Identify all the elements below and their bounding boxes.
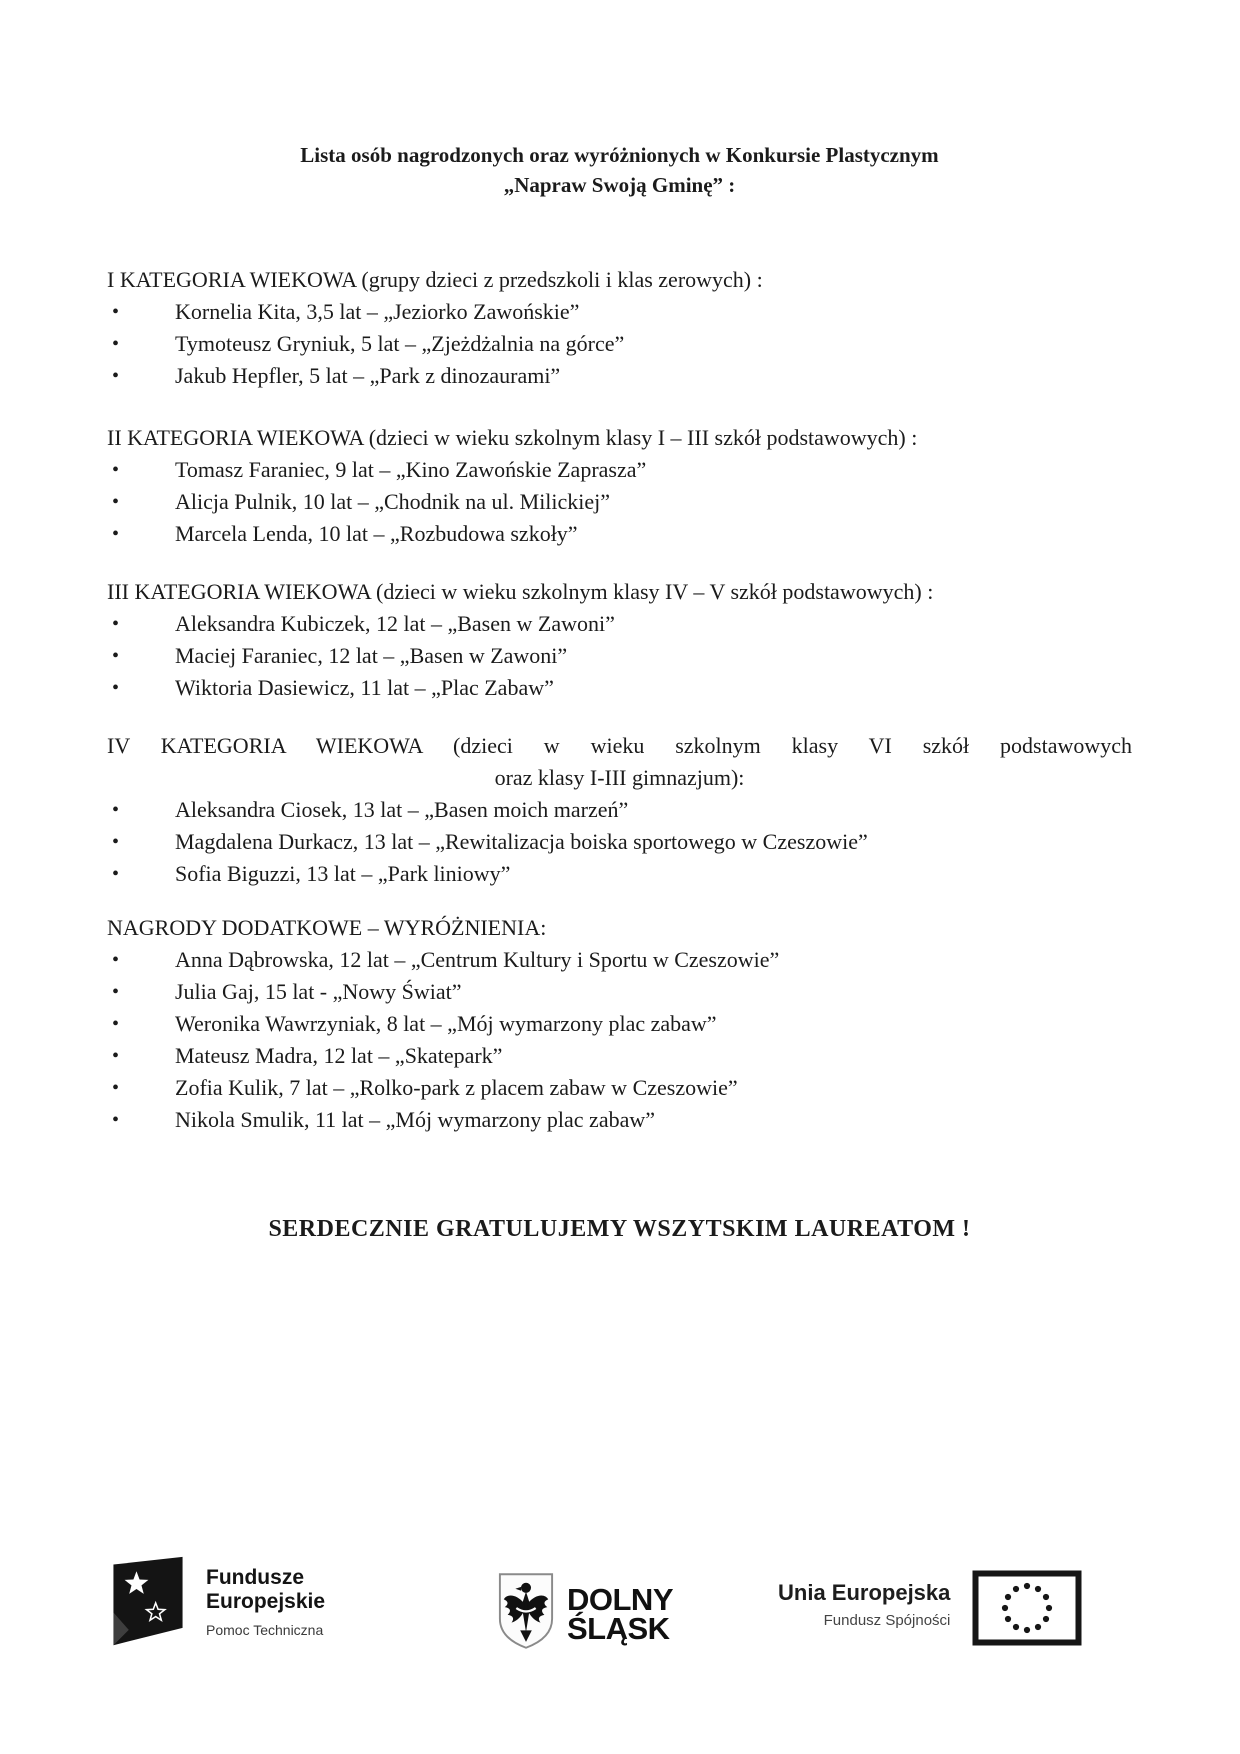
entry-text: Anna Dąbrowska, 12 lat – „Centrum Kultury i Sportu w Czeszowie” <box>175 947 780 972</box>
entry-text: Zofia Kulik, 7 lat – „Rolko-park z placem zabaw w Czeszowie” <box>175 1075 738 1100</box>
section-category-3 <box>107 576 1132 704</box>
dolny-slask-logo <box>497 1572 673 1655</box>
list-item <box>107 518 1132 550</box>
section-category-2 <box>107 422 1132 550</box>
european-union-text <box>778 1570 950 1629</box>
bullet-icon: • <box>112 301 120 323</box>
document-title <box>107 0 1132 200</box>
bullet-icon: • <box>112 459 120 481</box>
eu-funds-flag-icon <box>100 1554 196 1655</box>
eu-funds-logo <box>100 1554 325 1655</box>
dolny-slask-line-1: DOLNY <box>567 1581 673 1617</box>
dolny-slask-text <box>567 1581 673 1646</box>
list-item <box>107 672 1132 704</box>
special-mentions-heading: NAGRODY DODATKOWE – WYRÓŻNIENIA: <box>107 915 547 940</box>
european-union-line-2: Fundusz Spójności <box>823 1612 951 1629</box>
bullet-icon: • <box>112 863 120 885</box>
category-4-heading-line-2: oraz klasy I-III gimnazjum): <box>494 765 745 790</box>
list-item <box>107 454 1132 486</box>
section-special-mentions <box>107 912 1132 1136</box>
eu-funds-text <box>206 1554 325 1638</box>
bullet-icon: • <box>112 1109 120 1131</box>
category-4-list <box>107 794 1132 890</box>
list-item <box>107 944 1132 976</box>
silesian-eagle-icon <box>497 1572 555 1655</box>
entry-text: Magdalena Durkacz, 13 lat – „Rewitalizacja boiska sportowego w Czeszowie” <box>175 829 868 854</box>
title-line-2: „Napraw Swoją Gminę” : <box>503 173 736 197</box>
bullet-icon: • <box>112 613 120 635</box>
entry-text: Mateusz Madra, 12 lat – „Skatepark” <box>175 1043 503 1068</box>
eu-funds-line-1: Fundusze <box>206 1566 304 1589</box>
category-1-list <box>107 296 1132 392</box>
list-item <box>107 1072 1132 1104</box>
entry-text: Alicja Pulnik, 10 lat – „Chodnik na ul. Milickiej” <box>175 489 611 514</box>
list-item <box>107 858 1132 890</box>
bullet-icon: • <box>112 645 120 667</box>
bullet-icon: • <box>112 677 120 699</box>
category-2-heading: II KATEGORIA WIEKOWA (dzieci w wieku szkolnym klasy I – III szkół podstawowych) : <box>107 425 918 450</box>
list-item <box>107 608 1132 640</box>
title-line-1: Lista osób nagrodzonych oraz wyróżnionych w Konkursie Plastycznym <box>300 143 939 167</box>
dolny-slask-line-2: ŚLĄSK <box>567 1610 670 1646</box>
entry-text: Aleksandra Kubiczek, 12 lat – „Basen w Zawoni” <box>175 611 615 636</box>
entry-text: Tomasz Faraniec, 9 lat – „Kino Zawońskie Zaprasza” <box>175 457 647 482</box>
list-item <box>107 794 1132 826</box>
list-item <box>107 976 1132 1008</box>
eu-funds-subtitle: Pomoc Techniczna <box>206 1622 324 1638</box>
bullet-icon: • <box>112 333 120 355</box>
eu-flag-icon <box>972 1570 1082 1651</box>
bullet-icon: • <box>112 981 120 1003</box>
list-item <box>107 826 1132 858</box>
bullet-icon: • <box>112 491 120 513</box>
entry-text: Tymoteusz Gryniuk, 5 lat – „Zjeżdżalnia na górce” <box>175 331 625 356</box>
bullet-icon: • <box>112 365 120 387</box>
list-item <box>107 1008 1132 1040</box>
entry-text: Aleksandra Ciosek, 13 lat – „Basen moich marzeń” <box>175 797 629 822</box>
list-item <box>107 640 1132 672</box>
list-item <box>107 1104 1132 1136</box>
category-4-heading-line-1: IV KATEGORIA WIEKOWA (dzieci w wieku szkolnym klasy VI szkół podstawowych <box>107 733 1132 758</box>
entry-text: Julia Gaj, 15 lat - „Nowy Świat” <box>175 979 462 1004</box>
list-item <box>107 360 1132 392</box>
bullet-icon: • <box>112 831 120 853</box>
entry-text: Nikola Smulik, 11 lat – „Mój wymarzony plac zabaw” <box>175 1107 656 1132</box>
entry-text: Sofia Biguzzi, 13 lat – „Park liniowy” <box>175 861 511 886</box>
entry-text: Wiktoria Dasiewicz, 11 lat – „Plac Zabaw” <box>175 675 554 700</box>
closing-congratulations: SERDECZNIE GRATULUJEMY WSZYTSKIM LAUREATOM ! <box>268 1216 971 1242</box>
bullet-icon: • <box>112 799 120 821</box>
special-mentions-list <box>107 944 1132 1136</box>
document-page <box>107 0 1132 1243</box>
bullet-icon: • <box>112 1013 120 1035</box>
footer-logos <box>0 1548 1240 1668</box>
list-item <box>107 486 1132 518</box>
category-1-heading: I KATEGORIA WIEKOWA (grupy dzieci z przedszkoli i klas zerowych) : <box>107 267 763 292</box>
list-item <box>107 328 1132 360</box>
entry-text: Weronika Wawrzyniak, 8 lat – „Mój wymarzony plac zabaw” <box>175 1011 717 1036</box>
category-2-list <box>107 454 1132 550</box>
bullet-icon: • <box>112 1077 120 1099</box>
european-union-line-1: Unia Europejska <box>778 1580 951 1605</box>
list-item <box>107 296 1132 328</box>
entry-text: Marcela Lenda, 10 lat – „Rozbudowa szkoły” <box>175 521 578 546</box>
bullet-icon: • <box>112 523 120 545</box>
list-item <box>107 1040 1132 1072</box>
entry-text: Maciej Faraniec, 12 lat – „Basen w Zawoni” <box>175 643 568 668</box>
section-category-1 <box>107 264 1132 392</box>
bullet-icon: • <box>112 1045 120 1067</box>
category-3-list <box>107 608 1132 704</box>
eu-funds-line-2: Europejskie <box>206 1590 326 1613</box>
bullet-icon: • <box>112 949 120 971</box>
european-union-logo <box>778 1570 1082 1651</box>
category-3-heading: III KATEGORIA WIEKOWA (dzieci w wieku szkolnym klasy IV – V szkół podstawowych) : <box>107 579 934 604</box>
entry-text: Jakub Hepfler, 5 lat – „Park z dinozaurami” <box>175 363 561 388</box>
section-category-4 <box>107 730 1132 890</box>
entry-text: Kornelia Kita, 3,5 lat – „Jeziorko Zawońskie” <box>175 299 580 324</box>
